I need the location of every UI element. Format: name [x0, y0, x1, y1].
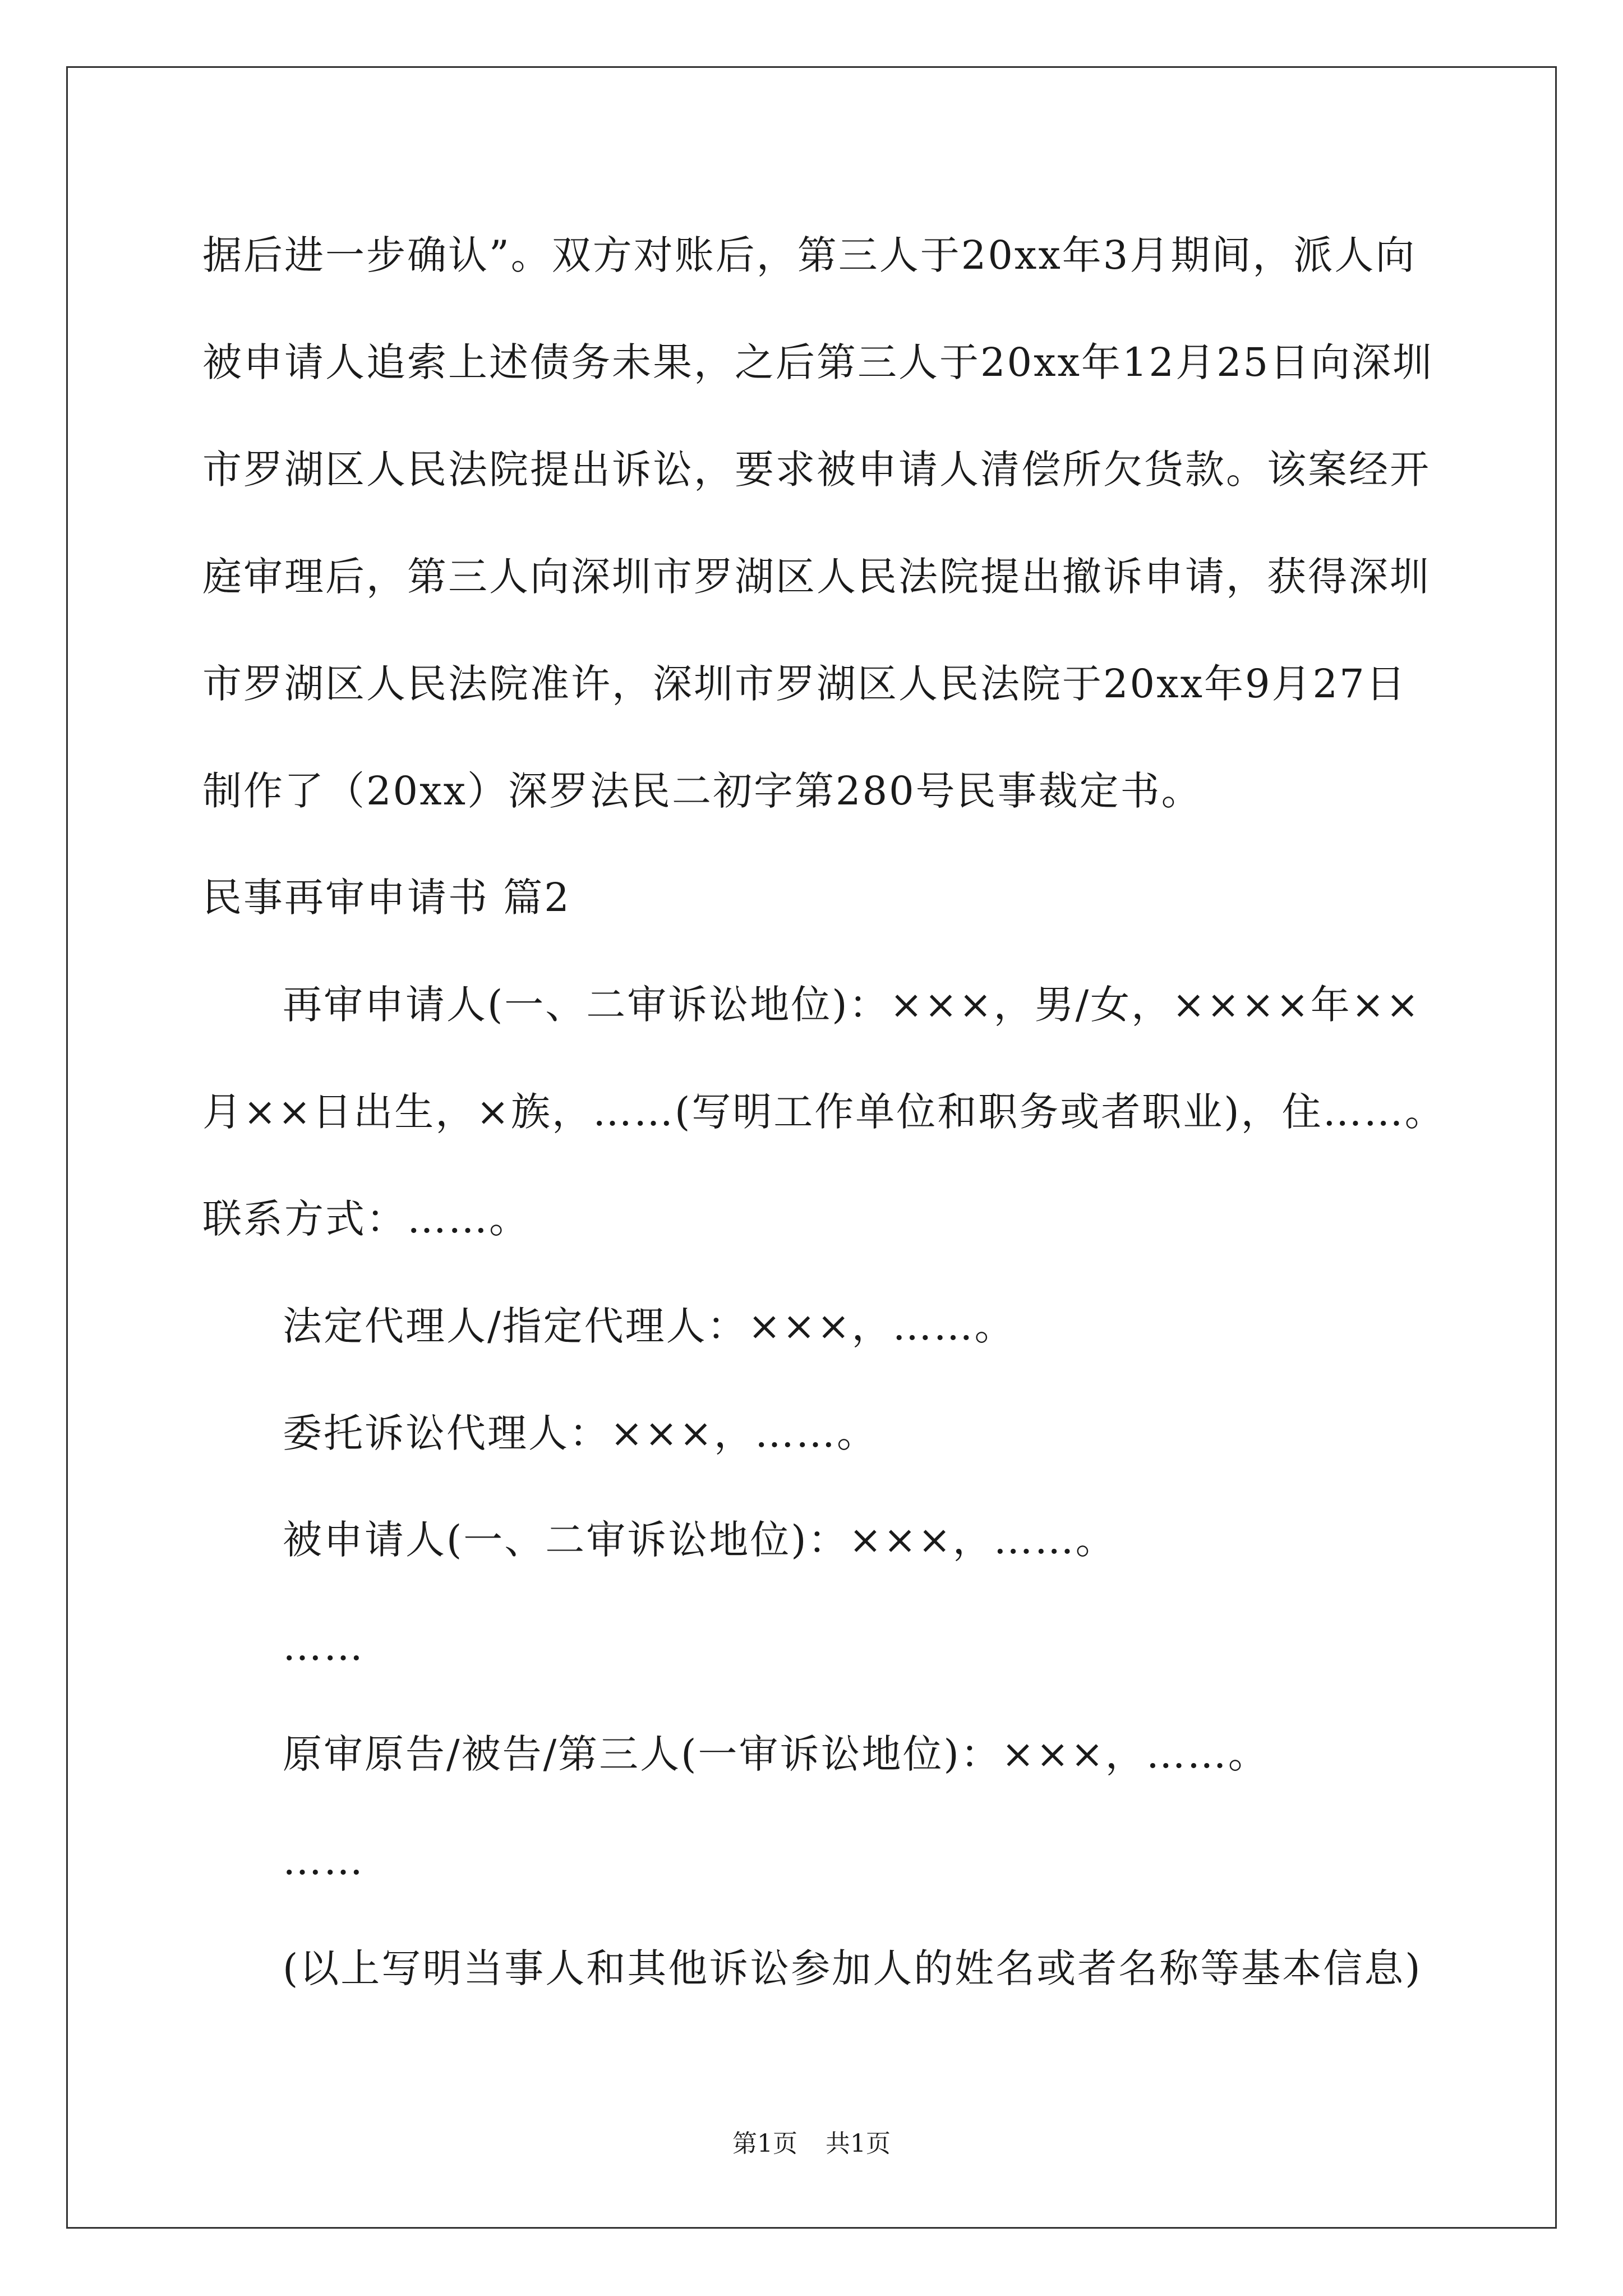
text-line: 委托诉讼代理人：×××，……。: [283, 1410, 878, 1456]
text-line: 原审原告/被告/第三人(一审诉讼地位)：×××，……。: [283, 1731, 1269, 1777]
page-total: 共1页: [826, 2129, 891, 2158]
text-line: 被申请人追索上述债务未果，之后第三人于20xx年12月25日向深圳: [202, 339, 1434, 385]
page-footer: [0, 2129, 1623, 2158]
text-line: ……: [283, 1623, 365, 1669]
text-line: 庭审理后，第三人向深圳市罗湖区人民法院提出撤诉申请，获得深圳: [202, 554, 1431, 600]
text-line: 联系方式：……。: [202, 1196, 530, 1242]
text-line: 市罗湖区人民法院准许，深圳市罗湖区人民法院于20xx年9月27日: [202, 661, 1407, 707]
page-frame: [66, 66, 1557, 2229]
text-line: ……: [283, 1838, 365, 1884]
text-line: 被申请人(一、二审诉讼地位)：×××，……。: [283, 1517, 1117, 1563]
page-number: 第1页: [732, 2129, 797, 2158]
text-line: 法定代理人/指定代理人：×××，……。: [283, 1303, 1016, 1349]
section-heading: 民事再审申请书 篇2: [202, 875, 571, 921]
text-line: 据后进一步确认”。双方对账后，第三人于20xx年3月期间，派人向: [202, 232, 1417, 278]
text-line: 市罗湖区人民法院提出诉讼，要求被申请人清偿所欠货款。该案经开: [202, 447, 1431, 493]
text-line: 月××日出生，×族，……(写明工作单位和职务或者职业)，住……。: [202, 1089, 1446, 1135]
text-line: 再审申请人(一、二审诉讼地位)：×××，男/女，××××年××: [283, 982, 1421, 1028]
text-line: (以上写明当事人和其他诉讼参加人的姓名或者名称等基本信息): [283, 1945, 1422, 1991]
text-line: 制作了（20xx）深罗法民二初字第280号民事裁定书。: [202, 768, 1202, 814]
